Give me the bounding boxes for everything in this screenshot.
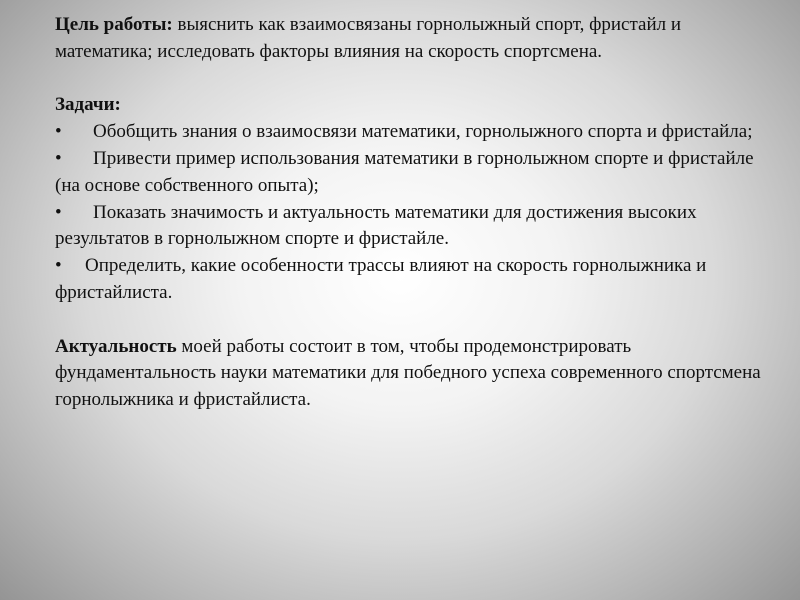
bullet-icon: • — [55, 255, 62, 277]
bullet-icon: • — [55, 201, 62, 223]
tasks-heading: Задачи: — [55, 94, 121, 116]
relevance-label: Актуальность — [55, 335, 177, 357]
task-item-text: Показать значимость и актуальность математики для достижения высоких результатов в горнолыжном спорте и фристайле. — [55, 201, 697, 250]
bullet-icon: • — [55, 147, 62, 169]
goal-paragraph — [55, 12, 775, 66]
goal-label: Цель работы: — [55, 14, 173, 35]
bullet-icon: • — [55, 121, 62, 143]
task-item-text: Обобщить знания о взаимосвязи математики, горнолыжного спорта и фристайла; — [93, 121, 753, 143]
task-item-4 — [55, 253, 775, 307]
paragraph-spacer — [55, 307, 775, 334]
task-item-text: Привести пример использования математики в горнолыжном спорте и фристайле (на основе собственного опыта); — [55, 147, 754, 196]
relevance-paragraph — [55, 334, 775, 414]
task-item-text: Определить, какие особенности трассы влияют на скорость горнолыжника и фристайлиста. — [55, 255, 707, 303]
goal-text: выяснить как взаимосвязаны горнолыжный спорт, фристайл и математика; исследовать факторы влияния на скорость спортсмена. — [55, 14, 682, 62]
task-item-3 — [55, 200, 775, 254]
task-item-2 — [55, 146, 775, 200]
slide-text-body — [55, 12, 775, 414]
relevance-text: моей работы состоит в том, чтобы продемонстрировать фундаментальность науки математики для победного успеха современного спортсмена горнолыжника и фристайлиста. — [55, 335, 761, 411]
paragraph-spacer — [55, 66, 775, 93]
task-item-1 — [55, 119, 775, 146]
